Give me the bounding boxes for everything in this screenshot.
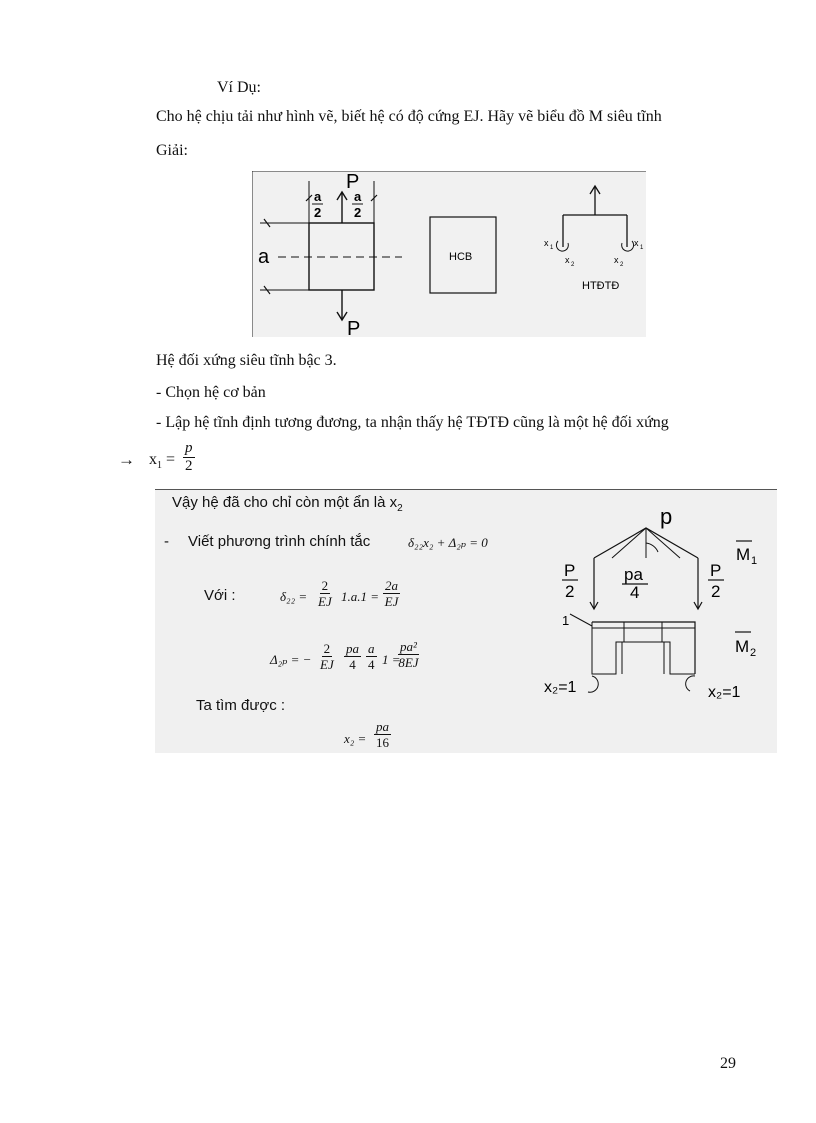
moment-diagrams xyxy=(540,498,776,708)
htdtd-x1-right-sub: 1 xyxy=(640,245,644,251)
m1-load-p: p xyxy=(660,504,673,529)
x2-fraction: $\frac{pa}{16}$ xyxy=(376,719,389,750)
canonical-equation: δ₂₂x₂ + Δ₂ₚ = 0 xyxy=(408,535,488,550)
x2-eq-right: x₂=1 xyxy=(708,684,741,701)
with-label: Với : xyxy=(204,587,236,604)
Delta2p-mid: 1 = xyxy=(382,652,401,667)
delta22-frac2: $\frac{2a}{EJ}$ xyxy=(384,578,399,609)
Delta2p-frac3: $\frac{a}{4}$ xyxy=(368,641,375,672)
one-unknown-line: Vậy hệ đã cho chỉ còn một ẩn là $x_2$ xyxy=(172,494,403,514)
x2-lhs: x₂ = xyxy=(344,731,367,746)
half-p-right-den: 2 xyxy=(711,582,721,601)
htdtd-x2-right: x xyxy=(614,255,619,265)
pa4-num: pa xyxy=(624,565,643,584)
canonical-dash: - xyxy=(164,533,169,550)
x2-eq-left: x₂=1 xyxy=(544,679,577,696)
hcb-label: HCB xyxy=(449,251,473,263)
x1-fraction: $\frac{p}{2}$ xyxy=(185,440,193,474)
half-a-right-num: a xyxy=(354,189,362,204)
half-a-right-den: 2 xyxy=(354,205,362,220)
htdtd-x1-left: x xyxy=(544,238,549,248)
figure-structure xyxy=(252,171,646,337)
line-equivalent: - Lập hệ tĩnh định tương đương, ta nhận thấy hệ TĐTĐ cũng là một hệ đối xứng xyxy=(156,414,669,431)
half-a-left-den: 2 xyxy=(314,205,322,220)
htdtd-x2-left: x xyxy=(565,255,570,265)
canonical-line: Viết phương trình chính tắc xyxy=(188,533,371,550)
Delta2p-frac1: $\frac{2}{EJ}$ xyxy=(320,641,334,672)
problem-statement: Cho hệ chịu tải như hình vẽ, biết hệ có độ cứng EJ. Hãy vẽ biểu đồ M siêu tĩnh xyxy=(156,108,662,125)
half-p-left-num: P xyxy=(564,561,576,580)
page-number: 29 xyxy=(720,1055,736,1072)
found-label: Ta tìm được : xyxy=(196,697,286,714)
load-top-label: P xyxy=(346,171,360,193)
htdtd-x2-right-sub: 2 xyxy=(620,262,624,268)
line-symmetric: Hệ đối xứng siêu tĩnh bậc 3. xyxy=(156,352,337,369)
m2-label: M xyxy=(735,637,750,656)
x1-symbol: $x_1$ = xyxy=(149,451,176,472)
dim-a-label: a xyxy=(258,246,270,268)
htdtd-label: HTĐTĐ xyxy=(582,280,620,292)
m1-label: M xyxy=(736,545,751,564)
m2-one-label: 1 xyxy=(562,613,570,628)
htdtd-x1-left-sub: 1 xyxy=(550,245,554,251)
htdtd-x1-right: x xyxy=(634,238,639,248)
half-a-left-num: a xyxy=(314,189,322,204)
pa4-den: 4 xyxy=(630,583,640,602)
delta22-lhs: δ₂₂ = xyxy=(280,589,308,604)
solution-label: Giải: xyxy=(156,142,188,159)
heading: Ví Dụ: xyxy=(217,79,261,96)
Delta2p-frac2: $\frac{pa}{4}$ xyxy=(346,641,359,672)
implies-arrow: → xyxy=(118,450,135,469)
Delta2p-lhs: Δ₂ₚ = − xyxy=(270,652,312,667)
m1-sub: 1 xyxy=(751,555,758,567)
m2-sub: 2 xyxy=(750,647,757,659)
delta22-mid: 1.a.1 = xyxy=(341,589,380,604)
Delta2p-frac4: $\frac{\text{pa²}}{8EJ}$ xyxy=(398,639,419,670)
half-p-right-num: P xyxy=(710,561,722,580)
htdtd-x2-left-sub: 2 xyxy=(571,262,575,268)
load-bottom-label: P xyxy=(347,318,361,337)
half-p-left-den: 2 xyxy=(565,582,575,601)
delta22-frac1: $\frac{2}{EJ}$ xyxy=(318,578,332,609)
line-choose-basic: - Chọn hệ cơ bản xyxy=(156,384,266,401)
